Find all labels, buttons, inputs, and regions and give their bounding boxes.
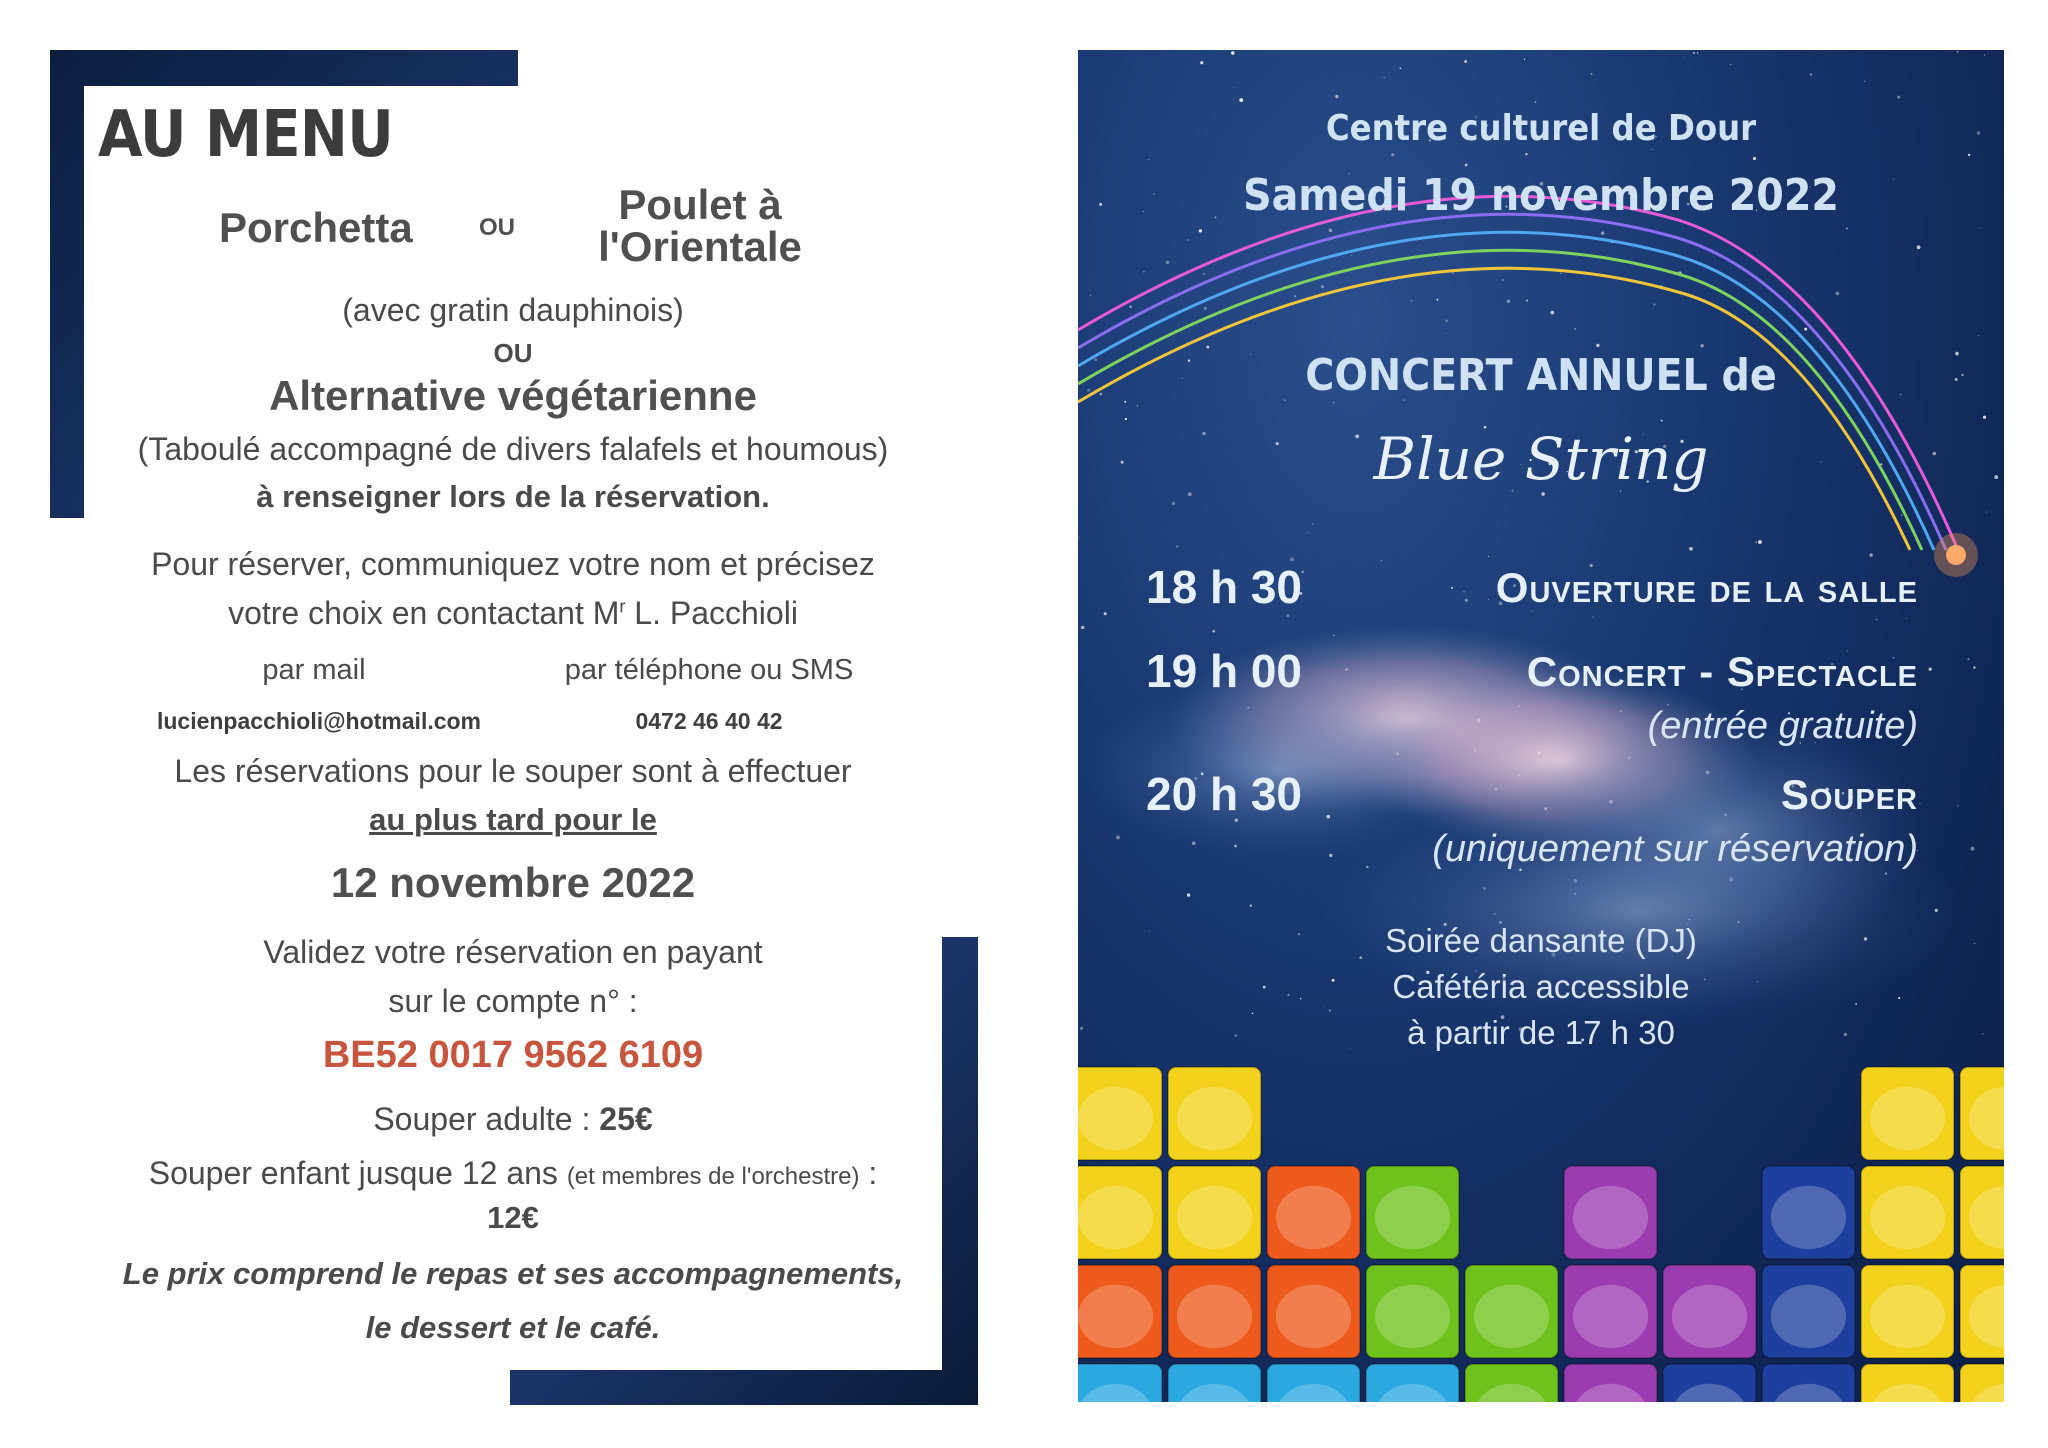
tetris-block-highlight [1078,1285,1153,1348]
tetris-block-highlight [1771,1186,1846,1249]
menu-card [84,86,942,1370]
concert-poster [1078,50,2004,1402]
price-includes-2: le dessert et le café. [365,1310,661,1345]
event-date: Samedi 19 novembre 2022 [1243,170,1839,221]
tetris-block-highlight [1771,1285,1846,1348]
tetris-block-highlight [1375,1285,1450,1348]
by-phone-label: par téléphone ou SMS [564,654,854,686]
schedule-time-1: 18 h 30 [1146,561,1302,613]
adult-price: 25€ [599,1101,653,1137]
tetris-block-highlight [1078,1186,1153,1249]
by-mail-label: par mail [262,654,366,686]
reserve-line2-sup: r [619,596,626,617]
venue: Centre culturel de Dour [1325,108,1757,149]
schedule-note-3: (uniquement sur réservation) [1432,828,1918,870]
adult-price-line [84,1101,942,1138]
iban-number: BE52 0017 9562 6109 [322,1034,704,1076]
reserve-line2-a: votre choix en contactant M [228,595,620,631]
tetris-block-highlight [1870,1285,1945,1348]
tetris-block-highlight [1870,1186,1945,1249]
veg-title: Alternative végétarienne [269,372,757,419]
child-price-label: Souper enfant jusque 12 ans [148,1155,567,1191]
side-dish: (avec gratin dauphinois) [342,292,684,328]
schedule-event-3: Souper [1780,771,1918,818]
email-link[interactable]: lucienpacchioli@hotmail.com [156,708,482,734]
deadline-intro: Les réservations pour le souper sont à effectuer [174,753,852,789]
veg-note: à renseigner lors de la réservation. [256,479,770,514]
phone-number[interactable]: 0472 46 40 42 [635,708,783,734]
tetris-block-highlight [1078,1087,1153,1150]
child-price-colon: : [859,1155,878,1191]
reserve-instructions-1: Pour réserver, communiquez votre nom et précisez [151,546,875,582]
schedule-time-2: 19 h 00 [1146,645,1302,697]
payment-line-2: sur le compte n° : [388,983,638,1019]
extra-cafeteria: Cafétéria accessible [1392,968,1690,1005]
tetris-block-highlight [1375,1186,1450,1249]
payment-line-1: Validez votre réservation en payant [263,934,763,970]
connector-ou-2: OU [493,338,533,368]
menu-title: AU MENU [98,98,393,172]
schedule-time-3: 20 h 30 [1146,768,1302,820]
option-poulet [550,181,850,270]
tetris-block-highlight [1474,1285,1549,1348]
tetris-block-highlight [1672,1285,1747,1348]
tetris-block-highlight [1870,1087,1945,1150]
band-logo: Blue String [1373,425,1709,493]
extra-dj: Soirée dansante (DJ) [1385,922,1697,959]
schedule-note-2: (entrée gratuite) [1647,705,1918,747]
child-price: 12€ [487,1200,539,1235]
extra-opening: à partir de 17 h 30 [1407,1014,1675,1051]
deadline-date: 12 novembre 2022 [330,859,696,906]
connector-ou-1: OU [479,214,515,241]
deadline-emphasis-text: au plus tard pour le [369,802,657,837]
adult-price-label: Souper adulte : [373,1101,600,1137]
child-price-note: (et membres de l'orchestre) [566,1163,860,1190]
option-poulet-line2: l'Orientale [598,223,802,270]
deadline-emphasis [84,802,942,838]
tetris-block-highlight [1177,1285,1252,1348]
option-porchetta: Porchetta [219,204,413,251]
tetris-block-highlight [1573,1186,1648,1249]
schedule-event-2: Concert - Spectacle [1526,648,1918,695]
tetris-block-highlight [1177,1186,1252,1249]
child-price-line [84,1155,942,1192]
option-poulet-line1: Poulet à [618,181,782,228]
tetris-blocks [1078,50,2004,1402]
reserve-line2-b: L. Pacchioli [625,595,798,631]
reserve-instructions-2 [84,595,942,632]
tetris-block-highlight [1177,1087,1252,1150]
tetris-block-highlight [1276,1186,1351,1249]
schedule-event-1: Ouverture de la salle [1495,564,1918,611]
veg-description: (Taboulé accompagné de divers falafels et houmous) [137,431,889,467]
tetris-block-highlight [1276,1285,1351,1348]
concert-title: CONCERT ANNUEL de [1305,350,1777,401]
price-includes-1: Le prix comprend le repas et ses accompagnements, [122,1256,904,1291]
tetris-block-highlight [1573,1285,1648,1348]
